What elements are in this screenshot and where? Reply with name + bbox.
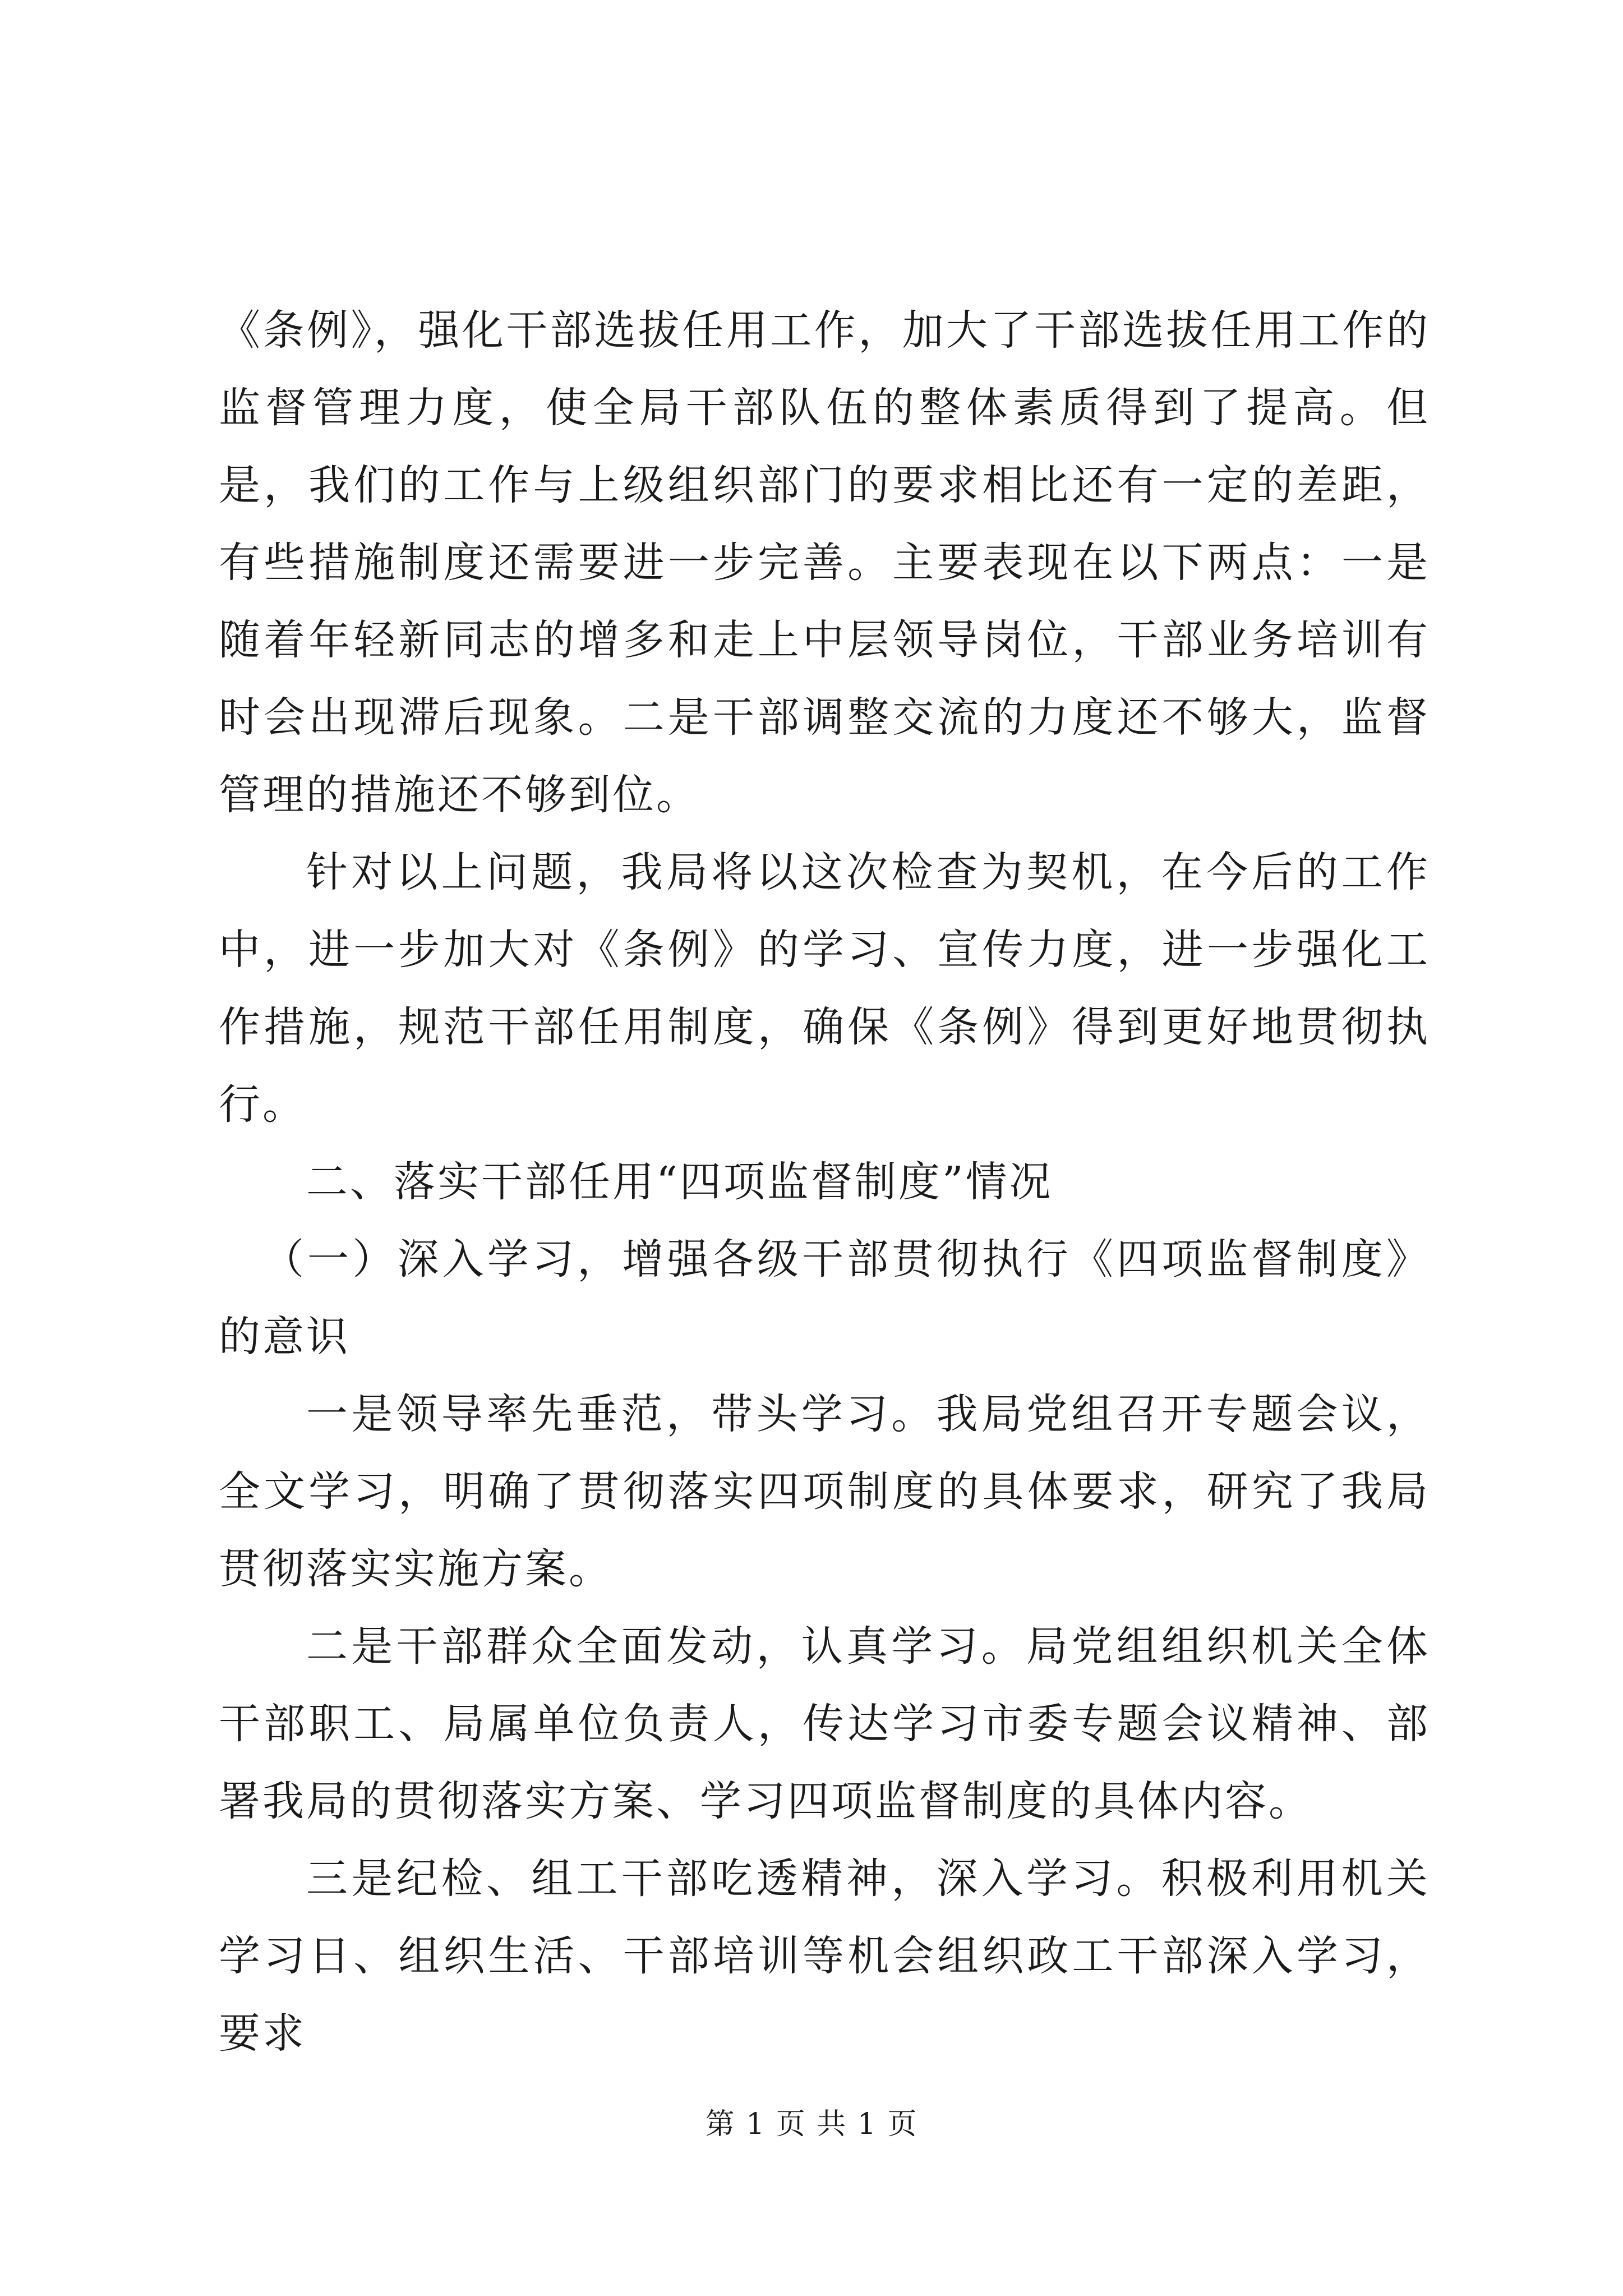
subsection-heading: （一）深入学习，增强各级干部贯彻执行《四项监督制度》的意识: [219, 1235, 1430, 1361]
page-footer: 第 1 页 共 1 页: [705, 2108, 918, 2141]
paragraph-point-one: 一是领导率先垂范，带头学习。我局党组召开专题会议，全文学习，明确了贯彻落实四项制度的具体要求，研究了我局贯彻落实实施方案。: [219, 1390, 1430, 1593]
paragraph-point-two: 二是干部群众全面发动，认真学习。局党组组织机关全体干部职工、局属单位负责人，传达学习市委专题会议精神、部署我局的贯彻落实方案、学习四项监督制度的具体内容。: [219, 1622, 1430, 1825]
paragraph-continuation: 《条例》，强化干部选拔任用工作，加大了干部选拔任用工作的监督管理力度，使全局干部队伍的整体素质得到了提高。但是，我们的工作与上级组织部门的要求相比还有一定的差距，有些措施制度还需要进一步完善。主要表现在以下两点：一是随着年轻新同志的增多和走上中层领导岗位，干部业务培训有时会出现滞后现象。二是干部调整交流的力度还不够大，监督管理的措施还不够到位。: [219, 306, 1430, 819]
paragraph-point-three: 三是纪检、组工干部吃透精神，深入学习。积极利用机关学习日、组织生活、干部培训等机会组织政工干部深入学习，要求: [219, 1855, 1430, 2058]
paragraph-remedy: 针对以上问题，我局将以这次检查为契机，在今后的工作中，进一步加大对《条例》的学习、宣传力度，进一步强化工作措施，规范干部任用制度，确保《条例》得到更好地贯彻执行。: [219, 848, 1430, 1129]
document-body: [219, 292, 1430, 2072]
section-heading: 二、落实干部任用“四项监督制度”情况: [306, 1158, 1053, 1206]
